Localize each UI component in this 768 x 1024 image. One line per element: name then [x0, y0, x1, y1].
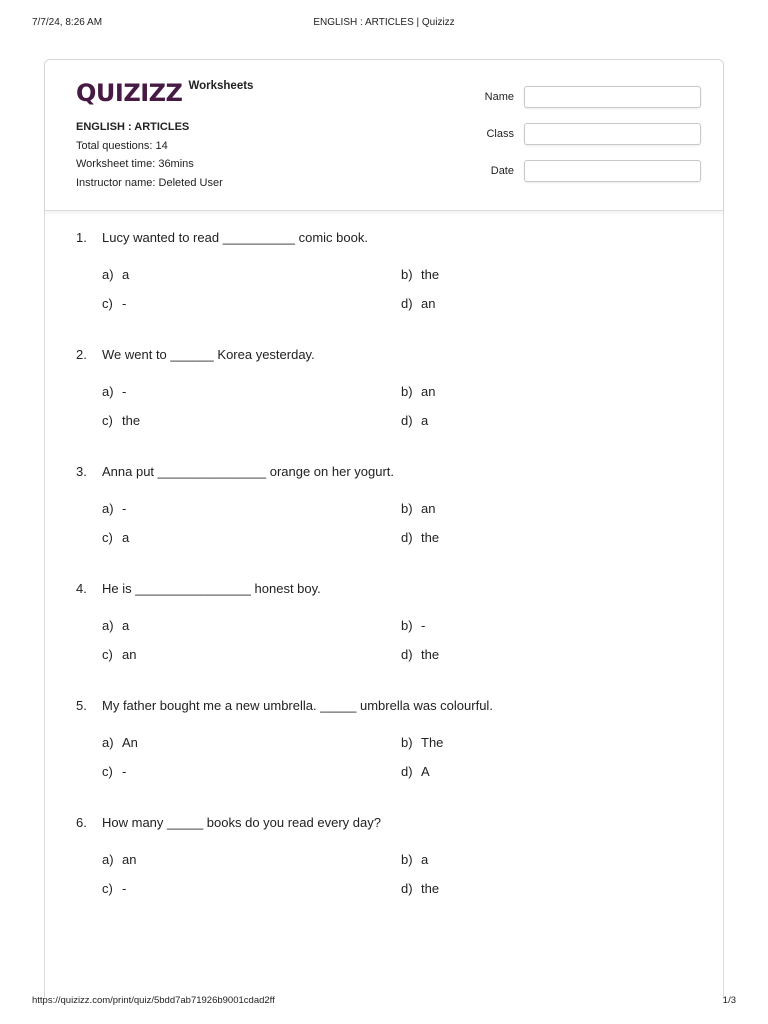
option-text: -	[122, 881, 127, 896]
option-text: an	[421, 384, 436, 399]
worksheet-title: ENGLISH : ARTICLES	[76, 121, 190, 133]
option-d	[401, 413, 428, 428]
option-letter: d)	[401, 530, 413, 545]
question-prompt: We went to ______ Korea yesterday.	[102, 347, 315, 362]
question-text	[76, 581, 321, 596]
option-d	[401, 764, 430, 779]
print-title: ENGLISH : ARTICLES | Quizizz	[313, 17, 455, 28]
option-d	[401, 296, 435, 311]
question-number: 6.	[76, 815, 87, 830]
date-row	[452, 160, 692, 197]
option-letter: c)	[102, 647, 113, 662]
option-c	[102, 413, 140, 428]
print-url: https://quizizz.com/print/quiz/5bdd7ab71926b9001cdad2ff	[32, 995, 275, 1006]
option-d	[401, 530, 439, 545]
question-number: 2.	[76, 347, 87, 362]
option-letter: a)	[102, 501, 114, 516]
student-fields	[452, 86, 692, 197]
option-letter: b)	[401, 384, 413, 399]
option-letter: d)	[401, 764, 413, 779]
option-d	[401, 881, 439, 896]
option-letter: a)	[102, 735, 114, 750]
option-text: a	[122, 267, 130, 282]
product-name: Worksheets	[188, 80, 254, 92]
page-number: 1/3	[722, 995, 736, 1006]
option-a	[102, 852, 136, 867]
option-a	[102, 384, 126, 399]
option-text: -	[421, 618, 426, 633]
option-letter: d)	[401, 881, 413, 896]
question-prompt: He is ________________ honest boy.	[102, 581, 321, 596]
option-b	[401, 267, 439, 282]
print-footer	[32, 995, 736, 1009]
option-letter: a)	[102, 852, 114, 867]
question	[76, 815, 696, 932]
option-text: a	[122, 530, 130, 545]
option-text: -	[122, 296, 127, 311]
worksheet-header	[45, 60, 723, 211]
option-a	[102, 267, 129, 282]
option-letter: b)	[401, 267, 413, 282]
option-letter: a)	[102, 618, 114, 633]
option-letter: a)	[102, 384, 114, 399]
print-date: 7/7/24, 8:26 AM	[32, 17, 103, 28]
option-text: A	[421, 764, 430, 779]
worksheet-card	[44, 59, 724, 999]
option-text: an	[122, 852, 137, 867]
question-number: 1.	[76, 230, 87, 245]
option-b	[401, 501, 435, 516]
question-prompt: Anna put _______________ orange on her yogurt.	[102, 464, 395, 479]
date-label: Date	[490, 165, 514, 177]
name-label: Name	[484, 91, 514, 103]
question-prompt: How many _____ books do you read every day?	[102, 815, 381, 830]
question-number: 3.	[76, 464, 87, 479]
option-a	[102, 735, 138, 750]
worksheet-time: Worksheet time: 36mins	[76, 158, 194, 170]
option-c	[102, 530, 129, 545]
option-letter: d)	[401, 647, 413, 662]
class-row	[452, 123, 692, 160]
class-field[interactable]	[524, 123, 701, 145]
option-text: the	[421, 267, 440, 282]
option-b	[401, 618, 425, 633]
question	[76, 698, 696, 815]
question	[76, 581, 696, 698]
question-text	[76, 815, 381, 830]
class-label: Class	[486, 128, 514, 140]
option-text: an	[421, 501, 436, 516]
option-letter: c)	[102, 530, 113, 545]
option-letter: d)	[401, 296, 413, 311]
option-letter: d)	[401, 413, 413, 428]
option-a	[102, 501, 126, 516]
question	[76, 230, 696, 347]
option-text: the	[421, 647, 440, 662]
question-list	[76, 230, 696, 932]
option-text: The	[421, 735, 444, 750]
option-text: -	[122, 384, 127, 399]
option-letter: b)	[401, 501, 413, 516]
question-number: 4.	[76, 581, 87, 596]
option-letter: c)	[102, 413, 113, 428]
question-text	[76, 347, 315, 362]
option-c	[102, 647, 136, 662]
option-text: An	[122, 735, 138, 750]
date-field[interactable]	[524, 160, 701, 182]
question-prompt: My father bought me a new umbrella. _____ umbrella was colourful.	[102, 698, 493, 713]
question-number: 5.	[76, 698, 87, 713]
name-field[interactable]	[524, 86, 701, 108]
option-c	[102, 764, 126, 779]
option-text: the	[421, 530, 440, 545]
option-d	[401, 647, 439, 662]
option-c	[102, 881, 126, 896]
option-b	[401, 384, 435, 399]
question-text	[76, 230, 368, 245]
question	[76, 347, 696, 464]
option-text: -	[122, 501, 127, 516]
option-text: a	[421, 413, 429, 428]
option-text: an	[421, 296, 436, 311]
option-letter: a)	[102, 267, 114, 282]
option-text: an	[122, 647, 137, 662]
question-text	[76, 464, 394, 479]
option-c	[102, 296, 126, 311]
option-letter: c)	[102, 296, 113, 311]
option-text: a	[421, 852, 429, 867]
option-text: a	[122, 618, 130, 633]
total-questions: Total questions: 14	[76, 139, 168, 152]
option-letter: b)	[401, 735, 413, 750]
option-letter: b)	[401, 852, 413, 867]
option-text: -	[122, 764, 127, 779]
worksheet-meta	[76, 118, 223, 192]
question-prompt: Lucy wanted to read __________ comic book.	[102, 230, 368, 245]
print-header	[32, 17, 736, 31]
option-b	[401, 735, 443, 750]
question-text	[76, 698, 493, 713]
quizizz-logo: QUIZIZZ	[76, 79, 183, 107]
brand	[76, 80, 253, 106]
option-a	[102, 618, 129, 633]
option-b	[401, 852, 428, 867]
option-letter: c)	[102, 881, 113, 896]
option-letter: c)	[102, 764, 113, 779]
option-letter: b)	[401, 618, 413, 633]
instructor-name: Instructor name: Deleted User	[76, 176, 223, 189]
option-text: the	[122, 413, 141, 428]
name-row	[452, 86, 692, 123]
question	[76, 464, 696, 581]
option-text: the	[421, 881, 440, 896]
